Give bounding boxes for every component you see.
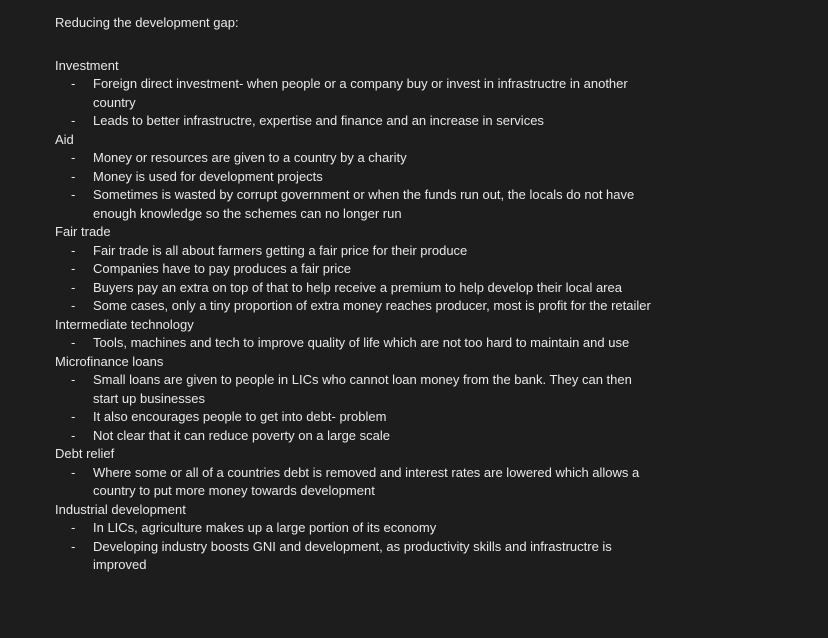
dash-marker: -: [71, 409, 76, 424]
section-heading: Fair trade: [55, 224, 111, 239]
dash-marker: -: [71, 298, 76, 313]
bullet-text: Small loans are given to people in LICs who cannot loan money from the bank. They can then start up businesses: [93, 372, 632, 406]
document-title: Reducing the development gap:: [55, 15, 239, 30]
bullet-item: [55, 242, 655, 261]
bullet-item: [55, 112, 655, 131]
bullet-list: [55, 519, 655, 575]
dash-marker: -: [71, 261, 76, 276]
bullet-list: [55, 334, 655, 353]
bullet-item: [55, 334, 655, 353]
bullet-list: [55, 464, 655, 501]
bullet-text: Foreign direct investment- when people or a company buy or invest in infrastructre in another country: [93, 76, 628, 110]
bullet-text: Tools, machines and tech to improve quality of life which are not too hard to maintain and use: [93, 335, 630, 350]
dash-marker: -: [71, 168, 76, 184]
dash-marker: -: [71, 242, 76, 258]
dash-marker: -: [71, 464, 76, 480]
bullet-text: Money or resources are given to a country by a charity: [93, 150, 407, 165]
bullet-item: [55, 186, 655, 223]
section-heading: Aid: [55, 131, 74, 147]
bullet-text: It also encourages people to get into debt- problem: [93, 409, 387, 424]
bullet-item: [55, 149, 655, 168]
dash-marker: -: [71, 538, 76, 554]
dash-marker: -: [71, 76, 76, 91]
bullet-item: [55, 168, 655, 187]
dash-marker: -: [71, 150, 76, 165]
bullet-item: [55, 297, 655, 316]
bullet-item: [55, 538, 655, 575]
bullet-text: In LICs, agriculture makes up a large portion of its economy: [93, 520, 437, 535]
bullet-text: Buyers pay an extra on top of that to help receive a premium to help develop their local area: [93, 279, 622, 295]
bullet-text: Companies have to pay produces a fair price: [93, 261, 351, 276]
bullet-text: Not clear that it can reduce poverty on a large scale: [93, 427, 390, 443]
bullet-item: [55, 371, 655, 408]
dash-marker: -: [71, 335, 76, 350]
dash-marker: -: [71, 427, 76, 443]
dash-marker: -: [71, 113, 76, 128]
bullet-list: [55, 371, 655, 445]
bullet-item: [55, 75, 655, 112]
dash-marker: -: [71, 520, 76, 535]
dash-marker: -: [71, 187, 76, 202]
dash-marker: -: [71, 372, 76, 387]
document-body: [55, 14, 655, 575]
bullet-item: [55, 464, 655, 501]
bullet-list: [55, 242, 655, 316]
bullet-item: [55, 427, 655, 446]
dash-marker: -: [71, 279, 76, 295]
bullet-item: [55, 279, 655, 298]
bullet-text: Leads to better infrastructre, expertise and finance and an increase in services: [93, 113, 544, 128]
bullet-text: Fair trade is all about farmers getting a fair price for their produce: [93, 242, 468, 258]
sections-container: [55, 57, 655, 575]
bullet-text: Where some or all of a countries debt is removed and interest rates are lowered which allows a country to put more money towards development: [93, 464, 640, 498]
section-heading: Investment: [55, 57, 119, 73]
bullet-text: Sometimes is wasted by corrupt government or when the funds run out, the locals do not have enough knowledge so the schemes can no longer run: [93, 187, 635, 221]
section-heading: Intermediate technology: [55, 316, 194, 332]
bullet-text: Money is used for development projects: [93, 168, 323, 184]
bullet-list: [55, 75, 655, 131]
bullet-item: [55, 519, 655, 538]
section-heading: Microfinance loans: [55, 353, 164, 369]
bullet-item: [55, 260, 655, 279]
bullet-list: [55, 149, 655, 223]
bullet-item: [55, 408, 655, 427]
section-heading: Industrial development: [55, 501, 186, 517]
bullet-text: Some cases, only a tiny proportion of extra money reaches producer, most is profit for the retailer: [93, 298, 651, 313]
bullet-text: Developing industry boosts GNI and development, as productivity skills and infrastructre is improved: [93, 538, 612, 572]
section-heading: Debt relief: [55, 446, 115, 461]
